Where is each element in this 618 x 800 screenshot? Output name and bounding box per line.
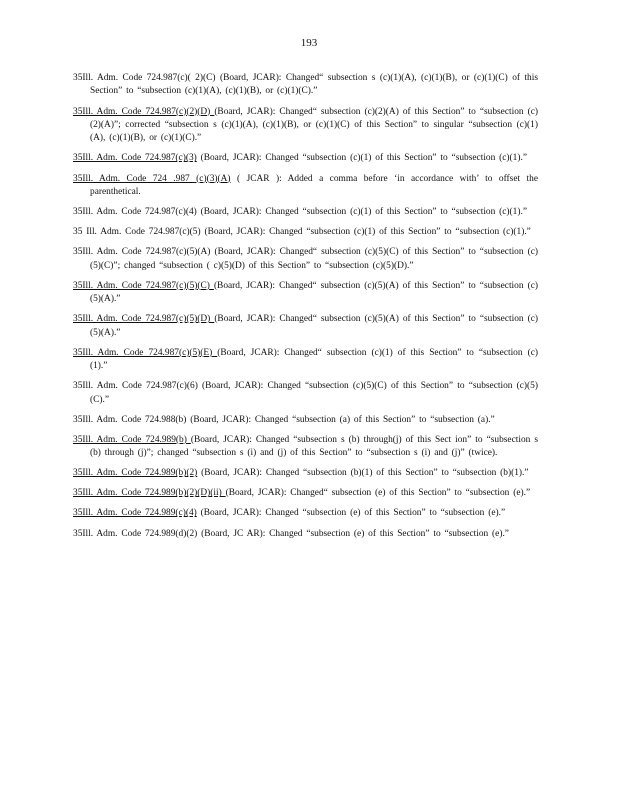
entry-citation: 35Ill. Adm. Code 724.987(c)(5)(E) [73, 347, 218, 358]
amendment-entry [73, 507, 538, 520]
entry-text: (Board, JCAR): Changed“ subsection (c)(5)(A) of this Section” to “subsection (c)(5)(A).” [90, 280, 538, 305]
amendment-entry [73, 434, 538, 461]
amendment-list [73, 72, 538, 548]
entry-citation: 35Ill. Adm. Code 724.987(c)(4) [73, 207, 197, 217]
amendment-entry [73, 380, 538, 407]
entry-text: (Board, JCAR): Changed “subsection s (b) through(j) of this Sect ion” to “subsection s (b) through (j)”; changed “subsection s (i) and (j) of this Section” to “subsection s (i) and (j)” (twice). [90, 434, 538, 459]
amendment-entry [73, 72, 538, 99]
entry-citation: 35Ill. Adm. Code 724.989(b)(2)(D)(ii) [73, 488, 226, 499]
entry-text: (Board, JC AR): Changed “subsection (e) of this Section” to “subsection (e).” [197, 528, 509, 539]
entry-text: (Board, JCAR): Changed “subsection (c)(5)(C) of this Section” to “subsection (c)(5)(C).” [90, 381, 538, 405]
amendment-entry [73, 206, 538, 219]
entry-citation: 35Ill. Adm. Code 724.987(c)(5)(C) [73, 280, 214, 291]
entry-text: (Board, JCAR): Changed “subsection (c)(1) of this Section” to “subsection (c)(1).” [196, 153, 527, 164]
entry-text: (Board, JCAR): Changed“ subsection (c)(2)(A) of this Section” to “subsection (c)(2)(A)”; corrected “subsection s (c)(1)(A), (c)(1)(B), or (c)(1)(C) of this Section” to singular “subsection (c)(1)(A), (c)(1)(B), or (c)(1)(C).” [90, 106, 538, 144]
entry-text: (Board, JCAR): Changed “subsection (b)(1) of this Section” to “subsection (b)(1).” [197, 468, 529, 479]
amendment-entry [73, 106, 538, 146]
entry-citation: 35Ill. Adm. Code 724.987(c)(6) [73, 381, 198, 392]
entry-citation: 35 Ill. Adm. Code 724.987(c)(5) [73, 227, 201, 238]
amendment-entry [73, 414, 538, 427]
entry-citation: 35Ill. Adm. Code 724 .987 (c)(3)(A) [73, 173, 231, 184]
entry-citation: 35Ill. Adm. Code 724.989(b) [73, 434, 191, 445]
amendment-entry [73, 173, 538, 200]
amendment-entry [73, 246, 538, 273]
entry-citation: 35Ill. Adm. Code 724.987(c)( 2)(C) [73, 73, 216, 83]
amendment-entry [73, 347, 538, 374]
entry-text: (Board, JCAR): Changed “subsection (c)(1) of this Section” to “subsection (c)(1).” [200, 227, 531, 238]
page-number: 193 [300, 37, 318, 49]
amendment-entry [73, 313, 538, 340]
amendment-entry [73, 487, 538, 500]
entry-text: (Board, JCAR): Changed “subsection (e) of this Section” to “subsection (e).” [196, 508, 506, 519]
entry-citation: 35Ill. Adm. Code 724.989(b)(2) [73, 468, 198, 479]
entry-citation: 35Ill. Adm. Code 724.987(c)(2)(D) [73, 106, 215, 117]
entry-text: (Board, JCAR): Changed“ subsection (c)(5)(C) of this Section” to “subsection (c)(5)(C)”; changed “subsection ( c)(5)(D) of this Section” to “subsection (c)(5)(D).” [90, 247, 539, 271]
entry-citation: 35Ill. Adm. Code 724.988(b) [73, 414, 187, 425]
entry-text: ( JCAR ): Added a comma before ‘in accordance with’ to offset the parenthetical. [90, 173, 539, 197]
entry-text: (Board, JCAR): Changed“ subsection s (c)(1)(A), (c)(1)(B), or (c)(1)(C) of this Section” to “subsection (c)(1)(A), (c)(1)(B), or (c)(1)(C).” [90, 73, 538, 97]
entry-text: (Board, JCAR): Changed “subsection (c)(1) of this Section” to “subsection (c)(1).” [196, 207, 527, 217]
amendment-entry [73, 467, 538, 480]
amendment-entry [73, 152, 538, 165]
entry-text: (Board, JCAR): Changed“ subsection (e) of this Section” to “subsection (e).” [225, 488, 531, 499]
entry-citation: 35Ill. Adm. Code 724.987(c)(5)(A) [73, 247, 211, 258]
entry-citation: 35Ill. Adm. Code 724.989(c)(4) [73, 508, 197, 519]
entry-text: (Board, JCAR): Changed “subsection (a) of this Section” to “subsection (a).” [186, 414, 495, 425]
amendment-entry [73, 280, 538, 307]
amendment-entry [73, 226, 538, 239]
entry-citation: 35Ill. Adm. Code 724.987(c)(3) [73, 153, 197, 164]
entry-citation: 35Ill. Adm. Code 724.987(c)(5)(D) [73, 314, 215, 325]
amendment-entry [73, 528, 538, 541]
entry-citation: 35Ill. Adm. Code 724.989(d)(2) [73, 528, 198, 539]
entry-text: (Board, JCAR): Changed“ subsection (c)(1) of this Section” to “subsection (c)(1).” [90, 347, 538, 372]
entry-text: (Board, JCAR): Changed“ subsection (c)(5)(A) of this Section” to “subsection (c)(5)(A).” [90, 314, 538, 338]
